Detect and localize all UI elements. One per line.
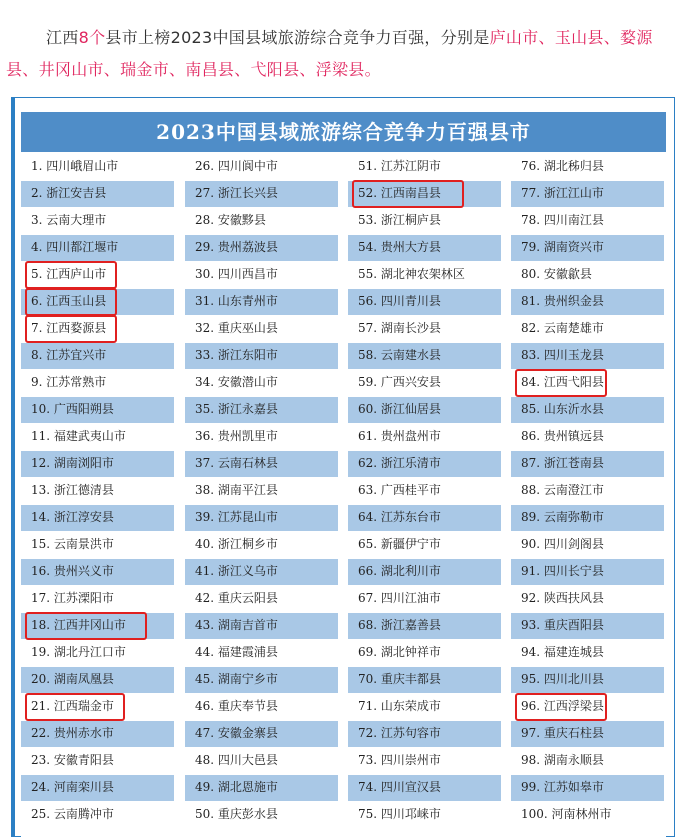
- table-cell: 17. 江苏溧阳市: [21, 586, 174, 612]
- table-cell: 43. 湖南吉首市: [185, 613, 338, 639]
- table-cell: 75. 四川邛崃市: [348, 802, 501, 828]
- table-cell: 13. 浙江德清县: [21, 478, 174, 504]
- table-cell: 10. 广西阳朔县: [21, 397, 174, 423]
- table-cell: 34. 安徽潜山市: [185, 370, 338, 396]
- table-cell: 52. 江西南昌县: [348, 181, 501, 207]
- ranking-table: [21, 112, 666, 838]
- table-cell: 45. 湖南宁乡市: [185, 667, 338, 693]
- table-cell: 68. 浙江嘉善县: [348, 613, 501, 639]
- table-cell: 33. 浙江东阳市: [185, 343, 338, 369]
- table-cell: 22. 贵州赤水市: [21, 721, 174, 747]
- table-cell: 1. 四川峨眉山市: [21, 154, 174, 180]
- intro-paragraph: [6, 22, 678, 86]
- table-cell: 49. 湖北恩施市: [185, 775, 338, 801]
- table-cell: 63. 广西桂平市: [348, 478, 501, 504]
- table-cell: 18. 江西井冈山市: [21, 613, 174, 639]
- table-cell: 70. 重庆丰都县: [348, 667, 501, 693]
- table-cell: 81. 贵州织金县: [511, 289, 664, 315]
- table-cell: 83. 四川玉龙县: [511, 343, 664, 369]
- table-cell: 53. 浙江桐庐县: [348, 208, 501, 234]
- intro-text-2: 县市上榜2023中国县域旅游综合竞争力百强，分别是: [105, 28, 490, 47]
- table-cell: 98. 湖南永顺县: [511, 748, 664, 774]
- table-cell: 80. 安徽歙县: [511, 262, 664, 288]
- table-cell: 4. 四川都江堰市: [21, 235, 174, 261]
- table-cell: 97. 重庆石柱县: [511, 721, 664, 747]
- table-column-3: [348, 154, 501, 838]
- table-cell: 23. 安徽青阳县: [21, 748, 174, 774]
- table-cell: 61. 贵州盘州市: [348, 424, 501, 450]
- table-cell: 14. 浙江淳安县: [21, 505, 174, 531]
- table-cell: 32. 重庆巫山县: [185, 316, 338, 342]
- table-cell: 85. 山东沂水县: [511, 397, 664, 423]
- table-cell: 42. 重庆云阳县: [185, 586, 338, 612]
- table-cell: 19. 湖北丹江口市: [21, 640, 174, 666]
- table-cell: 93. 重庆酉阳县: [511, 613, 664, 639]
- table-cell: 31. 山东青州市: [185, 289, 338, 315]
- table-cell: 62. 浙江乐清市: [348, 451, 501, 477]
- table-cell: 78. 四川南江县: [511, 208, 664, 234]
- table-cell: 86. 贵州镇远县: [511, 424, 664, 450]
- table-cell: 24. 河南栾川县: [21, 775, 174, 801]
- intro-text-1: 江西: [46, 28, 79, 47]
- table-cell: 55. 湖北神农架林区: [348, 262, 501, 288]
- table-cell: 90. 四川剑阁县: [511, 532, 664, 558]
- table-cell: 58. 云南建水县: [348, 343, 501, 369]
- table-cell: 48. 四川大邑县: [185, 748, 338, 774]
- table-cell: 96. 江西浮梁县: [511, 694, 664, 720]
- table-cell: 88. 云南澄江市: [511, 478, 664, 504]
- table-cell: 56. 四川青川县: [348, 289, 501, 315]
- table-cell: 82. 云南楚雄市: [511, 316, 664, 342]
- table-column-1: [21, 154, 174, 838]
- table-column-2: [185, 154, 338, 838]
- table-cell: 94. 福建连城县: [511, 640, 664, 666]
- table-cell: 69. 湖北钟祥市: [348, 640, 501, 666]
- table-cell: 79. 湖南资兴市: [511, 235, 664, 261]
- table-cell: 30. 四川西昌市: [185, 262, 338, 288]
- table-cell: 72. 江苏句容市: [348, 721, 501, 747]
- table-cell: 100. 河南林州市: [511, 802, 664, 828]
- table-cell: 91. 四川长宁县: [511, 559, 664, 585]
- table-cell: 89. 云南弥勒市: [511, 505, 664, 531]
- table-cell: 41. 浙江义乌市: [185, 559, 338, 585]
- table-cell: 12. 湖南浏阳市: [21, 451, 174, 477]
- intro-count: 8个: [78, 28, 106, 47]
- table-cell: 9. 江苏常熟市: [21, 370, 174, 396]
- table-cell: 73. 四川崇州市: [348, 748, 501, 774]
- table-cell: 36. 贵州凯里市: [185, 424, 338, 450]
- table-cell: 84. 江西弋阳县: [511, 370, 664, 396]
- table-cell: 15. 云南景洪市: [21, 532, 174, 558]
- table-cell: 25. 云南腾冲市: [21, 802, 174, 828]
- table-cell: 59. 广西兴安县: [348, 370, 501, 396]
- table-cell: 66. 湖北利川市: [348, 559, 501, 585]
- intro-county-list: 庐山市、玉山县、婺源县、井冈山市、瑞金市、南昌县、弋阳县、浮梁县。: [6, 28, 653, 79]
- table-cell: 26. 四川阆中市: [185, 154, 338, 180]
- table-cell: 8. 江苏宜兴市: [21, 343, 174, 369]
- table-cell: 44. 福建霞浦县: [185, 640, 338, 666]
- table-cell: 60. 浙江仙居县: [348, 397, 501, 423]
- table-cell: 6. 江西玉山县: [21, 289, 174, 315]
- table-cell: 21. 江西瑞金市: [21, 694, 174, 720]
- table-cell: 67. 四川江油市: [348, 586, 501, 612]
- table-cell: 46. 重庆奉节县: [185, 694, 338, 720]
- table-cell: 39. 江苏昆山市: [185, 505, 338, 531]
- table-cell: 87. 浙江苍南县: [511, 451, 664, 477]
- table-cell: 92. 陕西扶风县: [511, 586, 664, 612]
- table-cell: 65. 新疆伊宁市: [348, 532, 501, 558]
- table-cell: 51. 江苏江阴市: [348, 154, 501, 180]
- table-cell: 16. 贵州兴义市: [21, 559, 174, 585]
- table-cell: 28. 安徽黟县: [185, 208, 338, 234]
- table-cell: 99. 江苏如皋市: [511, 775, 664, 801]
- table-cell: 71. 山东荣成市: [348, 694, 501, 720]
- frame-accent-bar: [11, 97, 15, 837]
- table-cell: 37. 云南石林县: [185, 451, 338, 477]
- table-cell: 11. 福建武夷山市: [21, 424, 174, 450]
- table-cell: 57. 湖南长沙县: [348, 316, 501, 342]
- table-cell: 77. 浙江江山市: [511, 181, 664, 207]
- table-cell: 29. 贵州荔波县: [185, 235, 338, 261]
- table-cell: 7. 江西婺源县: [21, 316, 174, 342]
- table-cell: 54. 贵州大方县: [348, 235, 501, 261]
- table-cell: 38. 湖南平江县: [185, 478, 338, 504]
- table-cell: 74. 四川宣汉县: [348, 775, 501, 801]
- table-cell: 2. 浙江安吉县: [21, 181, 174, 207]
- table-cell: 76. 湖北秭归县: [511, 154, 664, 180]
- table-cell: 27. 浙江长兴县: [185, 181, 338, 207]
- table-cell: 50. 重庆彭水县: [185, 802, 338, 828]
- table-cell: 20. 湖南凤凰县: [21, 667, 174, 693]
- table-cell: 5. 江西庐山市: [21, 262, 174, 288]
- table-cell: 47. 安徽金寨县: [185, 721, 338, 747]
- table-cell: 3. 云南大理市: [21, 208, 174, 234]
- table-column-4: [511, 154, 664, 838]
- table-cell: 95. 四川北川县: [511, 667, 664, 693]
- table-title: 2023中国县域旅游综合竞争力百强县市: [21, 112, 666, 152]
- table-cell: 35. 浙江永嘉县: [185, 397, 338, 423]
- table-cell: 40. 浙江桐乡市: [185, 532, 338, 558]
- table-cell: 64. 江苏东台市: [348, 505, 501, 531]
